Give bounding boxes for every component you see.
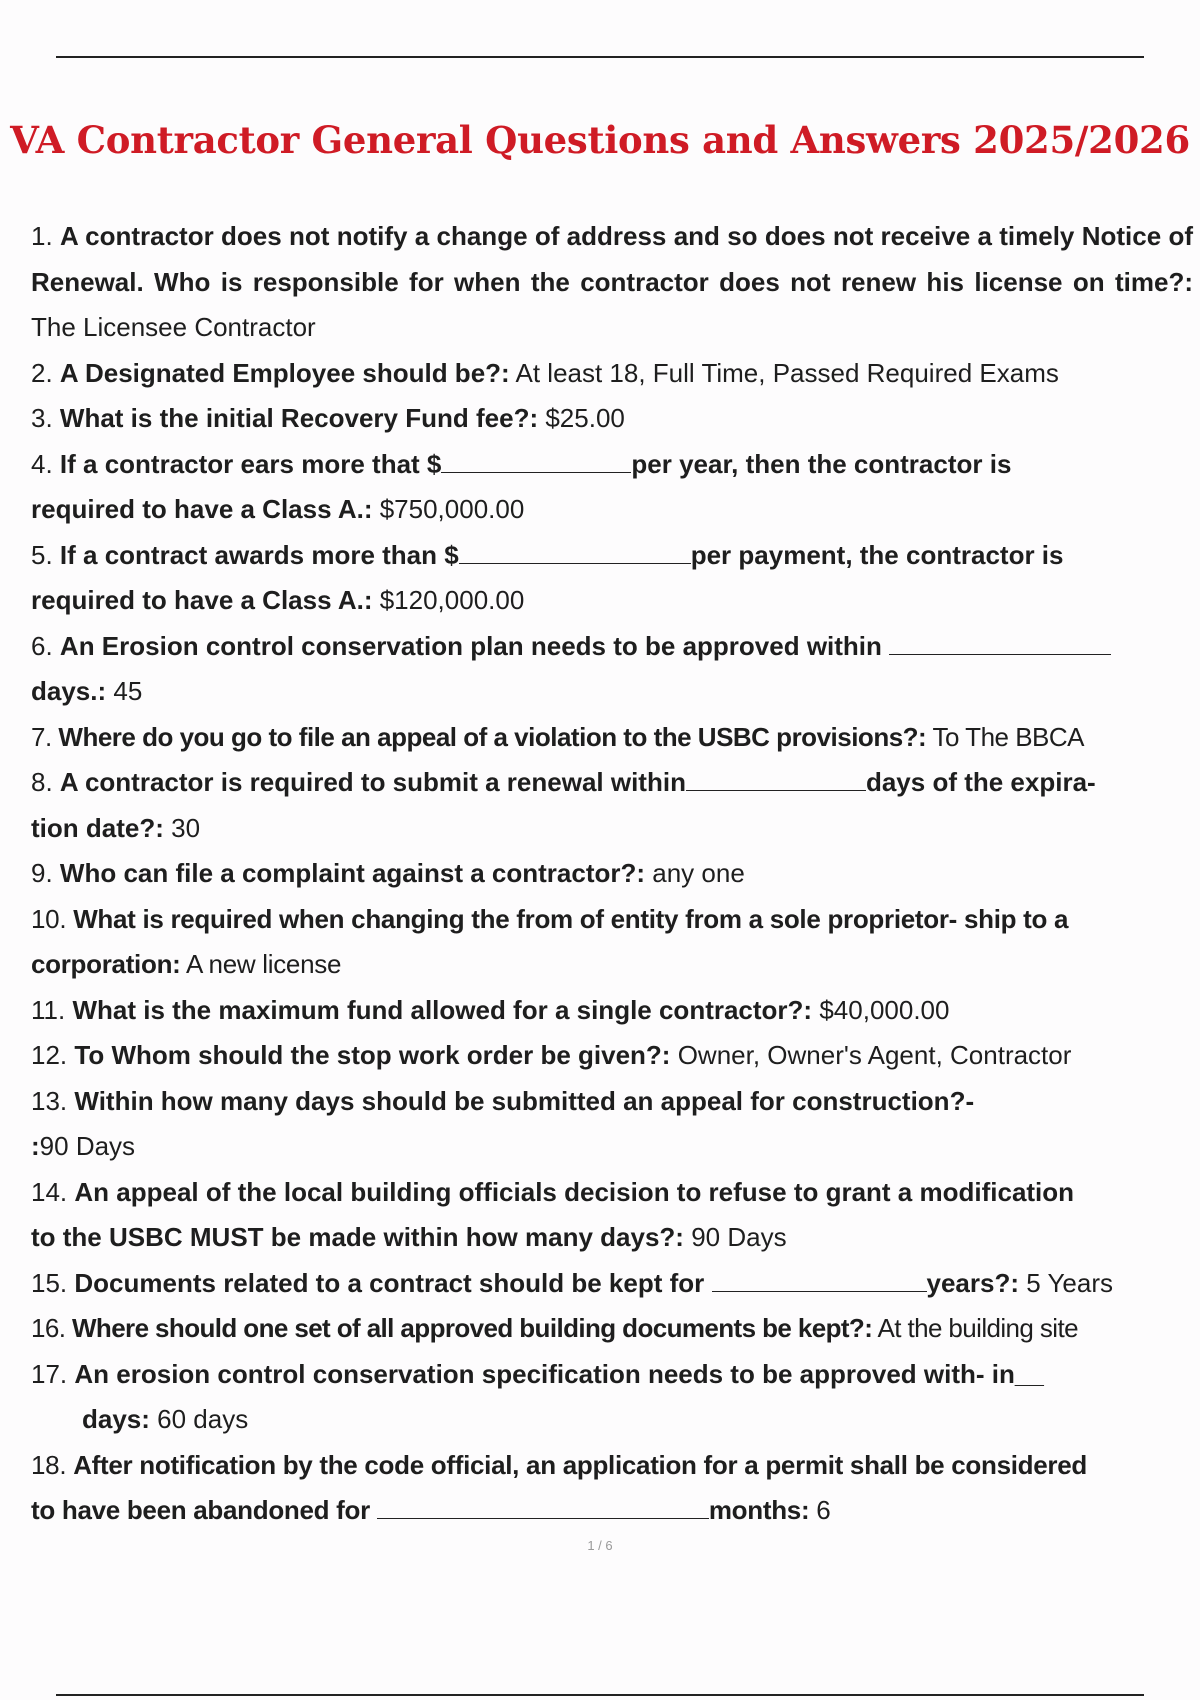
answer-text: any one xyxy=(652,858,745,888)
question-text: A contractor does not notify a change of address and so does not receive a timely Notice of Renewal. Who is responsible for when the contractor does not renew his license on time?: xyxy=(31,221,1193,297)
answer-text: The Licensee Contractor xyxy=(31,312,316,342)
question-text: To Whom should the stop work order be given?: xyxy=(74,1040,671,1070)
question-text: What is required when changing the from of entity from a sole proprietor- ship to a xyxy=(73,903,1069,934)
question-text: Where should one set of all approved building documents be kept?: xyxy=(71,1313,873,1343)
answer-text: 5 Years xyxy=(1026,1267,1113,1298)
qa-item-4: 4. If a contractor ears more that $ per year, then the contractor is required to have a Class A.: $750,000.00 xyxy=(31,448,1012,524)
question-text: An erosion control conservation specification needs to be approved with- in__ xyxy=(74,1358,1044,1389)
question-text: After notification by the code official, an application for a permit shall be considered xyxy=(73,1449,1087,1480)
answer-text: $750,000.00 xyxy=(379,494,525,524)
answer-text: 6 xyxy=(816,1495,831,1525)
answer-blank xyxy=(377,1517,709,1519)
qa-item-14: 14. An appeal of the local building officials decision to refuse to grant a modification to the USBC MUST be made within how many days?: 90 Days xyxy=(31,1176,1075,1252)
answer-text: Owner, Owner's Agent, Contractor xyxy=(677,1040,1072,1070)
question-text: An appeal of the local building officials decision to refuse to grant a modification xyxy=(74,1176,1075,1207)
qa-item-16: 16. Where should one set of all approved building documents be kept?: At the building site xyxy=(31,1313,1078,1343)
question-text: Documents related to a contract should be kept for xyxy=(74,1267,705,1298)
qa-item-5: 5. If a contract awards more than $ per payment, the contractor is required to have a Class A.: $120,000.00 xyxy=(31,539,1064,615)
page-title: VA Contractor General Questions and Answers 2025/2026 xyxy=(10,118,1190,162)
answer-text: 60 days xyxy=(157,1404,249,1434)
question-text: per year, then the contractor is xyxy=(631,448,1012,479)
answer-text: 30 xyxy=(171,812,201,843)
question-text: What is the maximum fund allowed for a single contractor?: xyxy=(72,994,813,1025)
answer-text: At the building site xyxy=(877,1313,1078,1343)
qa-item-9: 9. Who can file a complaint against a contractor?: any one xyxy=(31,858,745,888)
qa-item-13: 13. Within how many days should be submitted an appeal for construction?- :90 Days xyxy=(31,1085,975,1161)
question-text: tion date?: xyxy=(31,812,164,843)
qa-item-17: 17. An erosion control conservation specification needs to be approved with- in__ days: 60 days xyxy=(31,1358,1044,1434)
answer-text: 45 xyxy=(113,676,143,706)
answer-text: $120,000.00 xyxy=(379,585,525,615)
answer-blank xyxy=(441,471,631,473)
question-text: months: xyxy=(708,1495,810,1525)
question-text: days of the expira- xyxy=(865,767,1096,797)
question-text: : xyxy=(31,1131,40,1161)
question-text: A contractor is required to submit a renewal within xyxy=(59,767,686,797)
question-text: Within how many days should be submitted an appeal for construction?- xyxy=(74,1085,975,1116)
qa-item-6: 6. An Erosion control conservation plan needs to be approved within days.: 45 xyxy=(31,624,1193,715)
question-text: required to have a Class A.: xyxy=(31,494,373,524)
answer-blank xyxy=(459,562,691,564)
answer-text: 90 Days xyxy=(691,1222,787,1252)
qa-item-18: 18. After notification by the code official, an application for a permit shall be considered to have been abandoned for months: 6 xyxy=(31,1449,1087,1525)
question-text: If a contractor ears more that $ xyxy=(59,448,442,479)
answer-blank xyxy=(712,1290,927,1292)
question-text: per payment, the contractor is xyxy=(690,539,1064,570)
question-text: corporation: xyxy=(31,949,181,979)
question-text: years?: xyxy=(926,1267,1020,1298)
qa-item-15: 15. Documents related to a contract should be kept for years?: 5 Years xyxy=(31,1267,1113,1298)
qa-item-3: 3. What is the initial Recovery Fund fee?: $25.00 xyxy=(31,403,625,433)
question-text: An Erosion control conservation plan needs to be approved within xyxy=(59,630,882,661)
qa-item-10: 10. What is required when changing the from of entity from a sole proprietor- ship to a corporation: A new license xyxy=(31,903,1069,979)
answer-blank xyxy=(686,789,866,791)
question-text: days.: xyxy=(31,676,107,706)
question-text: If a contract awards more than $ xyxy=(59,539,459,570)
qa-list xyxy=(31,214,1193,1534)
qa-item-2: 2. A Designated Employee should be?: At least 18, Full Time, Passed Required Exams xyxy=(31,357,1059,388)
page-number: 1 / 6 xyxy=(587,1538,613,1553)
answer-text: 90 Days xyxy=(39,1131,136,1161)
question-text: Where do you go to file an appeal of a violation to the USBC provisions?: xyxy=(58,721,927,752)
question-text: A Designated Employee should be?: xyxy=(59,357,510,388)
qa-item-7: 7. Where do you go to file an appeal of a violation to the USBC provisions?: To The BBCA xyxy=(31,721,1085,752)
question-text: Who can file a complaint against a contractor?: xyxy=(59,858,646,888)
bottom-divider xyxy=(56,1694,1144,1696)
question-text: required to have a Class A.: xyxy=(31,585,373,615)
question-text: days: xyxy=(82,1404,150,1434)
qa-item-8: 8. A contractor is required to submit a renewal within days of the expira- tion date?: 30 xyxy=(31,767,1096,843)
top-divider xyxy=(56,56,1144,58)
answer-text: To The BBCA xyxy=(932,721,1085,752)
answer-text: $25.00 xyxy=(545,403,625,433)
question-text: What is the initial Recovery Fund fee?: xyxy=(59,403,539,433)
question-text: to the USBC MUST be made within how many days?: xyxy=(31,1222,684,1252)
answer-text: At least 18, Full Time, Passed Required Exams xyxy=(515,357,1059,388)
qa-item-11: 11. What is the maximum fund allowed for a single contractor?: $40,000.00 xyxy=(31,994,950,1025)
answer-text: A new license xyxy=(186,949,342,979)
qa-item-12: 12. To Whom should the stop work order be given?: Owner, Owner's Agent, Contractor xyxy=(31,1040,1072,1070)
answer-text: $40,000.00 xyxy=(819,994,950,1025)
question-text: to have been abandoned for xyxy=(31,1495,370,1525)
answer-blank xyxy=(889,653,1111,655)
qa-item-1: 1. A contractor does not notify a change of address and so does not receive a timely Notice of Renewal. Who is responsible for when the contractor does not renew his license on time?: The Licensee Contractor xyxy=(31,221,1193,342)
